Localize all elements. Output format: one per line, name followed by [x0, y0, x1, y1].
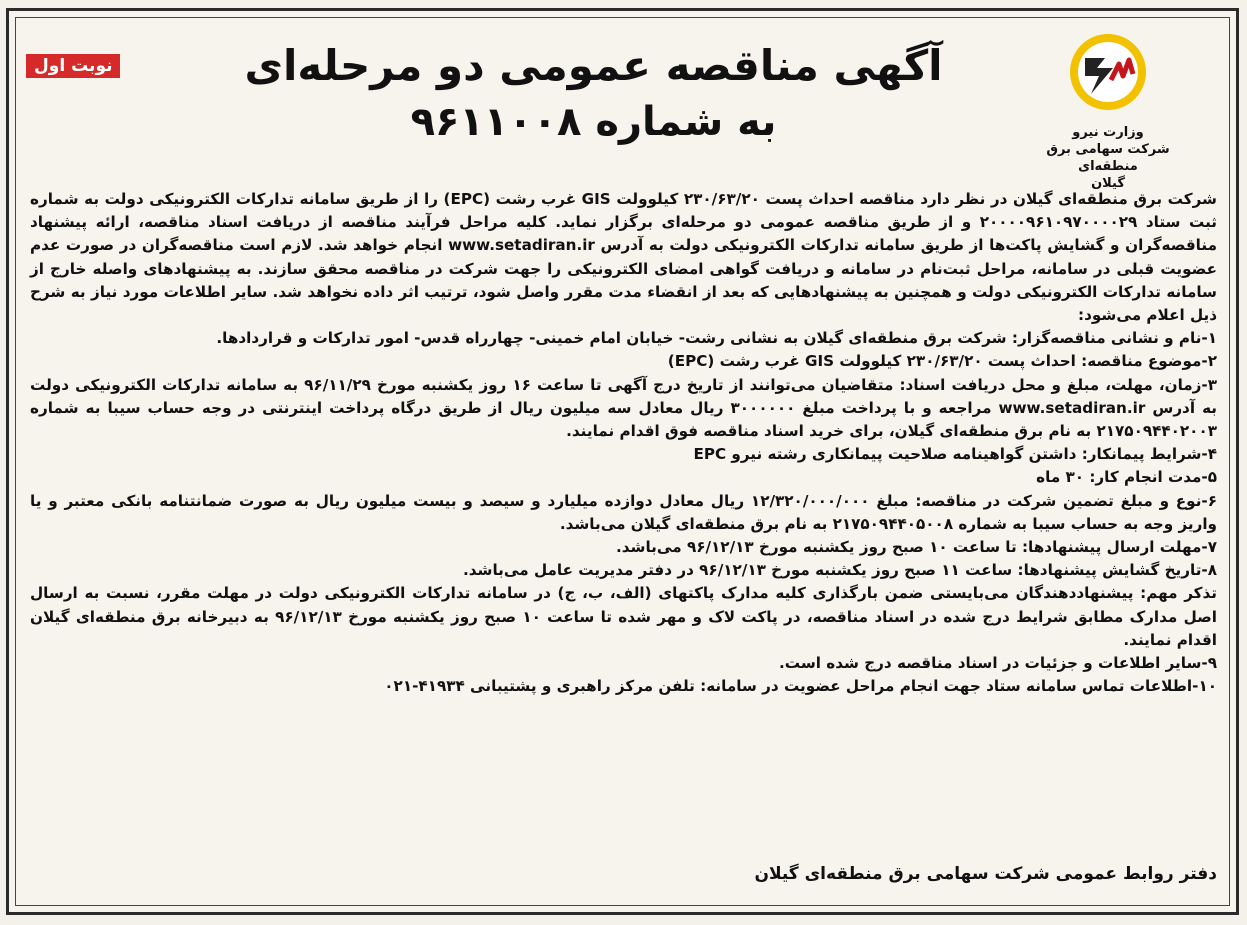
org-region: گیلان — [1091, 176, 1125, 191]
item-10: ۱۰-اطلاعات تماس سامانه ستاد جهت انجام مراحل عضویت در سامانه: تلفن مرکز راهبری و پشتیبانی ۴۱۹۳۴-۰۲۱ — [384, 677, 1217, 696]
important-note: تذکر مهم: پیشنهاددهندگان می‌بایستی ضمن بارگذاری کلیه مدارک پاکتهای (الف، ب، ج) در سامانه تدارکات الکترونیکی دولت در مهلت مقرر، نسبت به ارسال اصل مدارک مطابق شرایط درج شده در اسناد مناقصه، در پاکت لاک و مهر شده تا ساعت ۱۰ صبح روز یکشنبه مورخ ۹۶/۱۲/۱۳ به دبیرخانه برق منطقه‌ای گیلان اقدام نمایند. — [30, 584, 1218, 649]
org-logo-block — [1033, 28, 1183, 192]
title-line-1: آگهی مناقصه عمومی دو مرحله‌ای — [244, 41, 943, 90]
footer-signature: دفتر روابط عمومی شرکت سهامی برق منطقه‌ای گیلان — [754, 864, 1217, 884]
title-line-2: به شماره ۹۶۱۱۰۰۸ — [410, 99, 777, 145]
intro-paragraph: شرکت برق منطقه‌ای گیلان در نظر دارد مناقصه احداث پست ۲۳۰/۶۳/۲۰ کیلوولت GIS غرب رشت (EPC) را از طریق سامانه تدارکات الکترونیکی دولت به شماره ثبت ستاد ۲۰۰۰۰۹۶۱۰۹۷۰۰۰۰۲۹ و از طریق مناقصه عمومی دو مرحله‌ای برگزار نماید. کلیه مراحل فرآیند مناقصه از دریافت اسناد مناقصه، ارائه پیشنهاد مناقصه‌گران و گشایش پاکت‌ها از طریق سامانه تدارکات الکترونیکی دولت به آدرس www.setadiran.ir انجام خواهد شد. لازم است مناقصه‌گران در صورت عدم عضویت قبلی در سامانه، مراحل ثبت‌نام در سامانه و دریافت گواهی امضای الکترونیکی را جهت شرکت در مناقصه محقق سازند. به پیشنهادهای واصله خارج از سامانه تدارکات الکترونیکی دولت و همچنین به پیشنهادهایی که بعد از انقضاء مدت مقرر واصل شود، ترتیب اثر داده نخواهد شد. سایر اطلاعات مورد نیاز به شرح ذیل اعلام می‌شود: — [30, 190, 1217, 325]
item-7: ۷-مهلت ارسال پیشنهادها: تا ساعت ۱۰ صبح روز یکشنبه مورخ ۹۶/۱۲/۱۳ می‌باشد. — [616, 538, 1217, 557]
edition-badge: نوبت اول — [26, 54, 120, 78]
item-3: ۳-زمان، مهلت، مبلغ و محل دریافت اسناد: متقاضیان می‌توانند از تاریخ درج آگهی تا ساعت ۱۶ روز یکشنبه مورخ ۹۶/۱۱/۲۹ به سامانه تدارکات الکترونیکی دولت به آدرس www.setadiran.ir مراجعه و با پرداخت مبلغ ۳۰۰۰۰۰۰ ریال معادل سه میلیون ریال از طریق درگاه پرداخت اینترنتی در وجه حساب سیبا به شماره ۲۱۷۵۰۹۴۴۰۲۰۰۳ به نام برق منطقه‌ای گیلان، برای خرید اسناد مناقصه فوق اقدام نمایند. — [30, 375, 1217, 441]
item-1: ۱-نام و نشانی مناقصه‌گزار: شرکت برق منطقه‌ای گیلان به نشانی رشت- خیابان امام خمینی- چهارراه قدس- امور تدارکات و قراردادها. — [216, 329, 1217, 348]
org-ministry: وزارت نیرو — [1072, 125, 1144, 140]
item-2: ۲-موضوع مناقصه: احداث پست ۲۳۰/۶۳/۲۰ کیلوولت GIS غرب رشت (EPC) — [667, 352, 1217, 371]
item-9: ۹-سایر اطلاعات و جزئیات در اسناد مناقصه درج شده است. — [779, 654, 1217, 673]
item-5: ۵-مدت انجام کار: ۳۰ ماه — [1036, 468, 1217, 487]
org-company: شرکت سهامی برق منطقه‌ای — [1046, 142, 1170, 174]
ad-title — [190, 38, 997, 150]
ad-body — [30, 188, 1217, 698]
tavanir-logo-icon — [1053, 28, 1163, 120]
item-4: ۴-شرایط پیمانکار: داشتن گواهینامه صلاحیت پیمانکاری رشته نیرو EPC — [693, 445, 1217, 464]
item-8: ۸-تاریخ گشایش پیشنهادها: ساعت ۱۱ صبح روز یکشنبه مورخ ۹۶/۱۲/۱۳ در دفتر مدیریت عامل می‌باشد. — [463, 561, 1217, 580]
item-6: ۶-نوع و مبلغ تضمین شرکت در مناقصه: مبلغ ۱۲/۳۲۰/۰۰۰/۰۰۰ ریال معادل دوازده میلیارد و سیصد و بیست میلیون ریال به صورت ضمانتنامه بانکی معتبر و یا واریز وجه به حساب سیبا به شماره ۲۱۷۵۰۹۴۴۰۵۰۰۸ به نام برق منطقه‌ای گیلان می‌باشد. — [30, 491, 1217, 533]
